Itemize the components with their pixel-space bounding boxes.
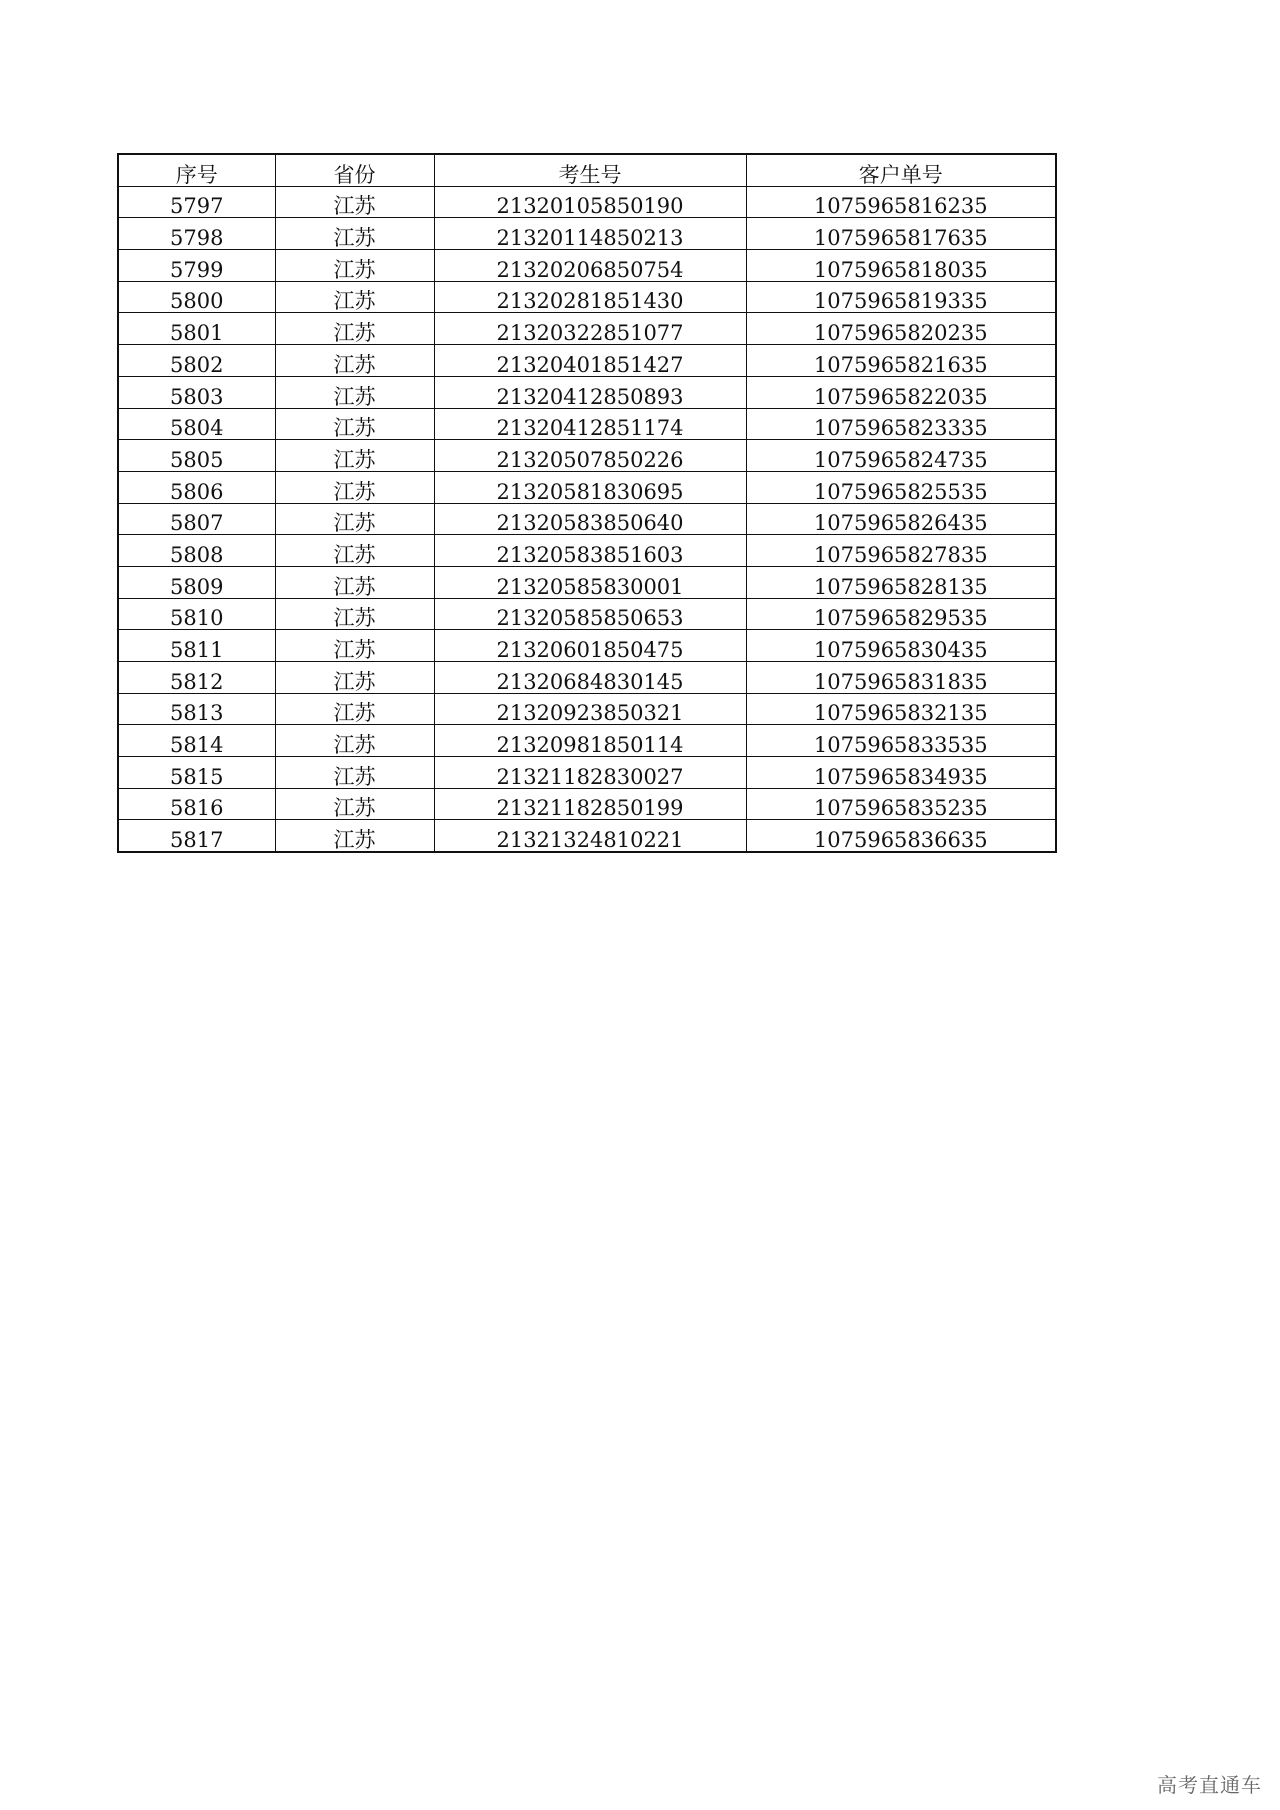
cell-province: 江苏 xyxy=(275,535,434,567)
table-row xyxy=(118,535,1056,567)
cell-province: 江苏 xyxy=(275,788,434,820)
table-row xyxy=(118,471,1056,503)
cell-province: 江苏 xyxy=(275,471,434,503)
cell-province: 江苏 xyxy=(275,250,434,282)
cell-candidate-number: 21320583851603 xyxy=(434,535,746,567)
table-row xyxy=(118,662,1056,694)
cell-serial-number: 5809 xyxy=(118,566,275,598)
cell-province: 江苏 xyxy=(275,820,434,852)
table-row xyxy=(118,250,1056,282)
cell-order-number: 1075965826435 xyxy=(746,503,1056,535)
cell-order-number: 1075965832135 xyxy=(746,693,1056,725)
cell-order-number: 1075965835235 xyxy=(746,788,1056,820)
cell-candidate-number: 21320206850754 xyxy=(434,250,746,282)
table-row xyxy=(118,503,1056,535)
cell-province: 江苏 xyxy=(275,598,434,630)
cell-serial-number: 5814 xyxy=(118,725,275,757)
table-row xyxy=(118,313,1056,345)
cell-order-number: 1075965824735 xyxy=(746,440,1056,472)
cell-candidate-number: 21320322851077 xyxy=(434,313,746,345)
cell-order-number: 1075965828135 xyxy=(746,566,1056,598)
table-row xyxy=(118,566,1056,598)
cell-serial-number: 5805 xyxy=(118,440,275,472)
table-header-row xyxy=(118,154,1056,186)
watermark-text: 高考直通车 xyxy=(1157,1773,1262,1797)
cell-candidate-number: 21320981850114 xyxy=(434,725,746,757)
cell-candidate-number: 21320585850653 xyxy=(434,598,746,630)
table-row xyxy=(118,757,1056,789)
cell-province: 江苏 xyxy=(275,725,434,757)
cell-candidate-number: 21320923850321 xyxy=(434,693,746,725)
cell-province: 江苏 xyxy=(275,313,434,345)
cell-province: 江苏 xyxy=(275,376,434,408)
cell-order-number: 1075965822035 xyxy=(746,376,1056,408)
cell-serial-number: 5806 xyxy=(118,471,275,503)
cell-province: 江苏 xyxy=(275,345,434,377)
cell-serial-number: 5810 xyxy=(118,598,275,630)
cell-candidate-number: 21320583850640 xyxy=(434,503,746,535)
header-order-number: 客户单号 xyxy=(746,154,1056,186)
table-row xyxy=(118,725,1056,757)
cell-candidate-number: 21320581830695 xyxy=(434,471,746,503)
cell-candidate-number: 21320412851174 xyxy=(434,408,746,440)
header-candidate-number: 考生号 xyxy=(434,154,746,186)
cell-order-number: 1075965820235 xyxy=(746,313,1056,345)
cell-order-number: 1075965825535 xyxy=(746,471,1056,503)
cell-province: 江苏 xyxy=(275,693,434,725)
cell-serial-number: 5803 xyxy=(118,376,275,408)
cell-serial-number: 5802 xyxy=(118,345,275,377)
table-row xyxy=(118,820,1056,852)
cell-serial-number: 5812 xyxy=(118,662,275,694)
cell-order-number: 1075965816235 xyxy=(746,186,1056,218)
cell-serial-number: 5816 xyxy=(118,788,275,820)
cell-province: 江苏 xyxy=(275,566,434,598)
cell-candidate-number: 21320281851430 xyxy=(434,281,746,313)
header-province: 省份 xyxy=(275,154,434,186)
cell-candidate-number: 21321182830027 xyxy=(434,757,746,789)
cell-order-number: 1075965830435 xyxy=(746,630,1056,662)
table-row xyxy=(118,788,1056,820)
table-row xyxy=(118,598,1056,630)
cell-province: 江苏 xyxy=(275,757,434,789)
cell-province: 江苏 xyxy=(275,440,434,472)
cell-serial-number: 5804 xyxy=(118,408,275,440)
cell-order-number: 1075965819335 xyxy=(746,281,1056,313)
cell-candidate-number: 21320585830001 xyxy=(434,566,746,598)
cell-candidate-number: 21320507850226 xyxy=(434,440,746,472)
table-row xyxy=(118,693,1056,725)
cell-serial-number: 5800 xyxy=(118,281,275,313)
cell-candidate-number: 21320601850475 xyxy=(434,630,746,662)
table-row xyxy=(118,440,1056,472)
cell-serial-number: 5808 xyxy=(118,535,275,567)
cell-province: 江苏 xyxy=(275,186,434,218)
cell-order-number: 1075965817635 xyxy=(746,218,1056,250)
cell-province: 江苏 xyxy=(275,218,434,250)
cell-province: 江苏 xyxy=(275,503,434,535)
cell-serial-number: 5817 xyxy=(118,820,275,852)
cell-candidate-number: 21321182850199 xyxy=(434,788,746,820)
cell-order-number: 1075965831835 xyxy=(746,662,1056,694)
header-serial-number: 序号 xyxy=(118,154,275,186)
table-row xyxy=(118,630,1056,662)
cell-province: 江苏 xyxy=(275,408,434,440)
table-row xyxy=(118,218,1056,250)
cell-serial-number: 5811 xyxy=(118,630,275,662)
cell-candidate-number: 21320114850213 xyxy=(434,218,746,250)
cell-order-number: 1075965827835 xyxy=(746,535,1056,567)
cell-province: 江苏 xyxy=(275,630,434,662)
cell-order-number: 1075965821635 xyxy=(746,345,1056,377)
table-row xyxy=(118,186,1056,218)
cell-order-number: 1075965829535 xyxy=(746,598,1056,630)
cell-serial-number: 5801 xyxy=(118,313,275,345)
cell-candidate-number: 21320401851427 xyxy=(434,345,746,377)
cell-order-number: 1075965818035 xyxy=(746,250,1056,282)
roster-table xyxy=(117,153,1057,853)
cell-order-number: 1075965836635 xyxy=(746,820,1056,852)
table-body xyxy=(118,186,1056,852)
cell-serial-number: 5797 xyxy=(118,186,275,218)
cell-candidate-number: 21321324810221 xyxy=(434,820,746,852)
table-row xyxy=(118,281,1056,313)
cell-province: 江苏 xyxy=(275,662,434,694)
table-row xyxy=(118,345,1056,377)
cell-serial-number: 5807 xyxy=(118,503,275,535)
cell-candidate-number: 21320412850893 xyxy=(434,376,746,408)
table-row xyxy=(118,408,1056,440)
cell-order-number: 1075965833535 xyxy=(746,725,1056,757)
cell-candidate-number: 21320105850190 xyxy=(434,186,746,218)
cell-order-number: 1075965834935 xyxy=(746,757,1056,789)
table-row xyxy=(118,376,1056,408)
cell-serial-number: 5815 xyxy=(118,757,275,789)
cell-province: 江苏 xyxy=(275,281,434,313)
cell-serial-number: 5798 xyxy=(118,218,275,250)
cell-serial-number: 5799 xyxy=(118,250,275,282)
cell-serial-number: 5813 xyxy=(118,693,275,725)
cell-candidate-number: 21320684830145 xyxy=(434,662,746,694)
cell-order-number: 1075965823335 xyxy=(746,408,1056,440)
